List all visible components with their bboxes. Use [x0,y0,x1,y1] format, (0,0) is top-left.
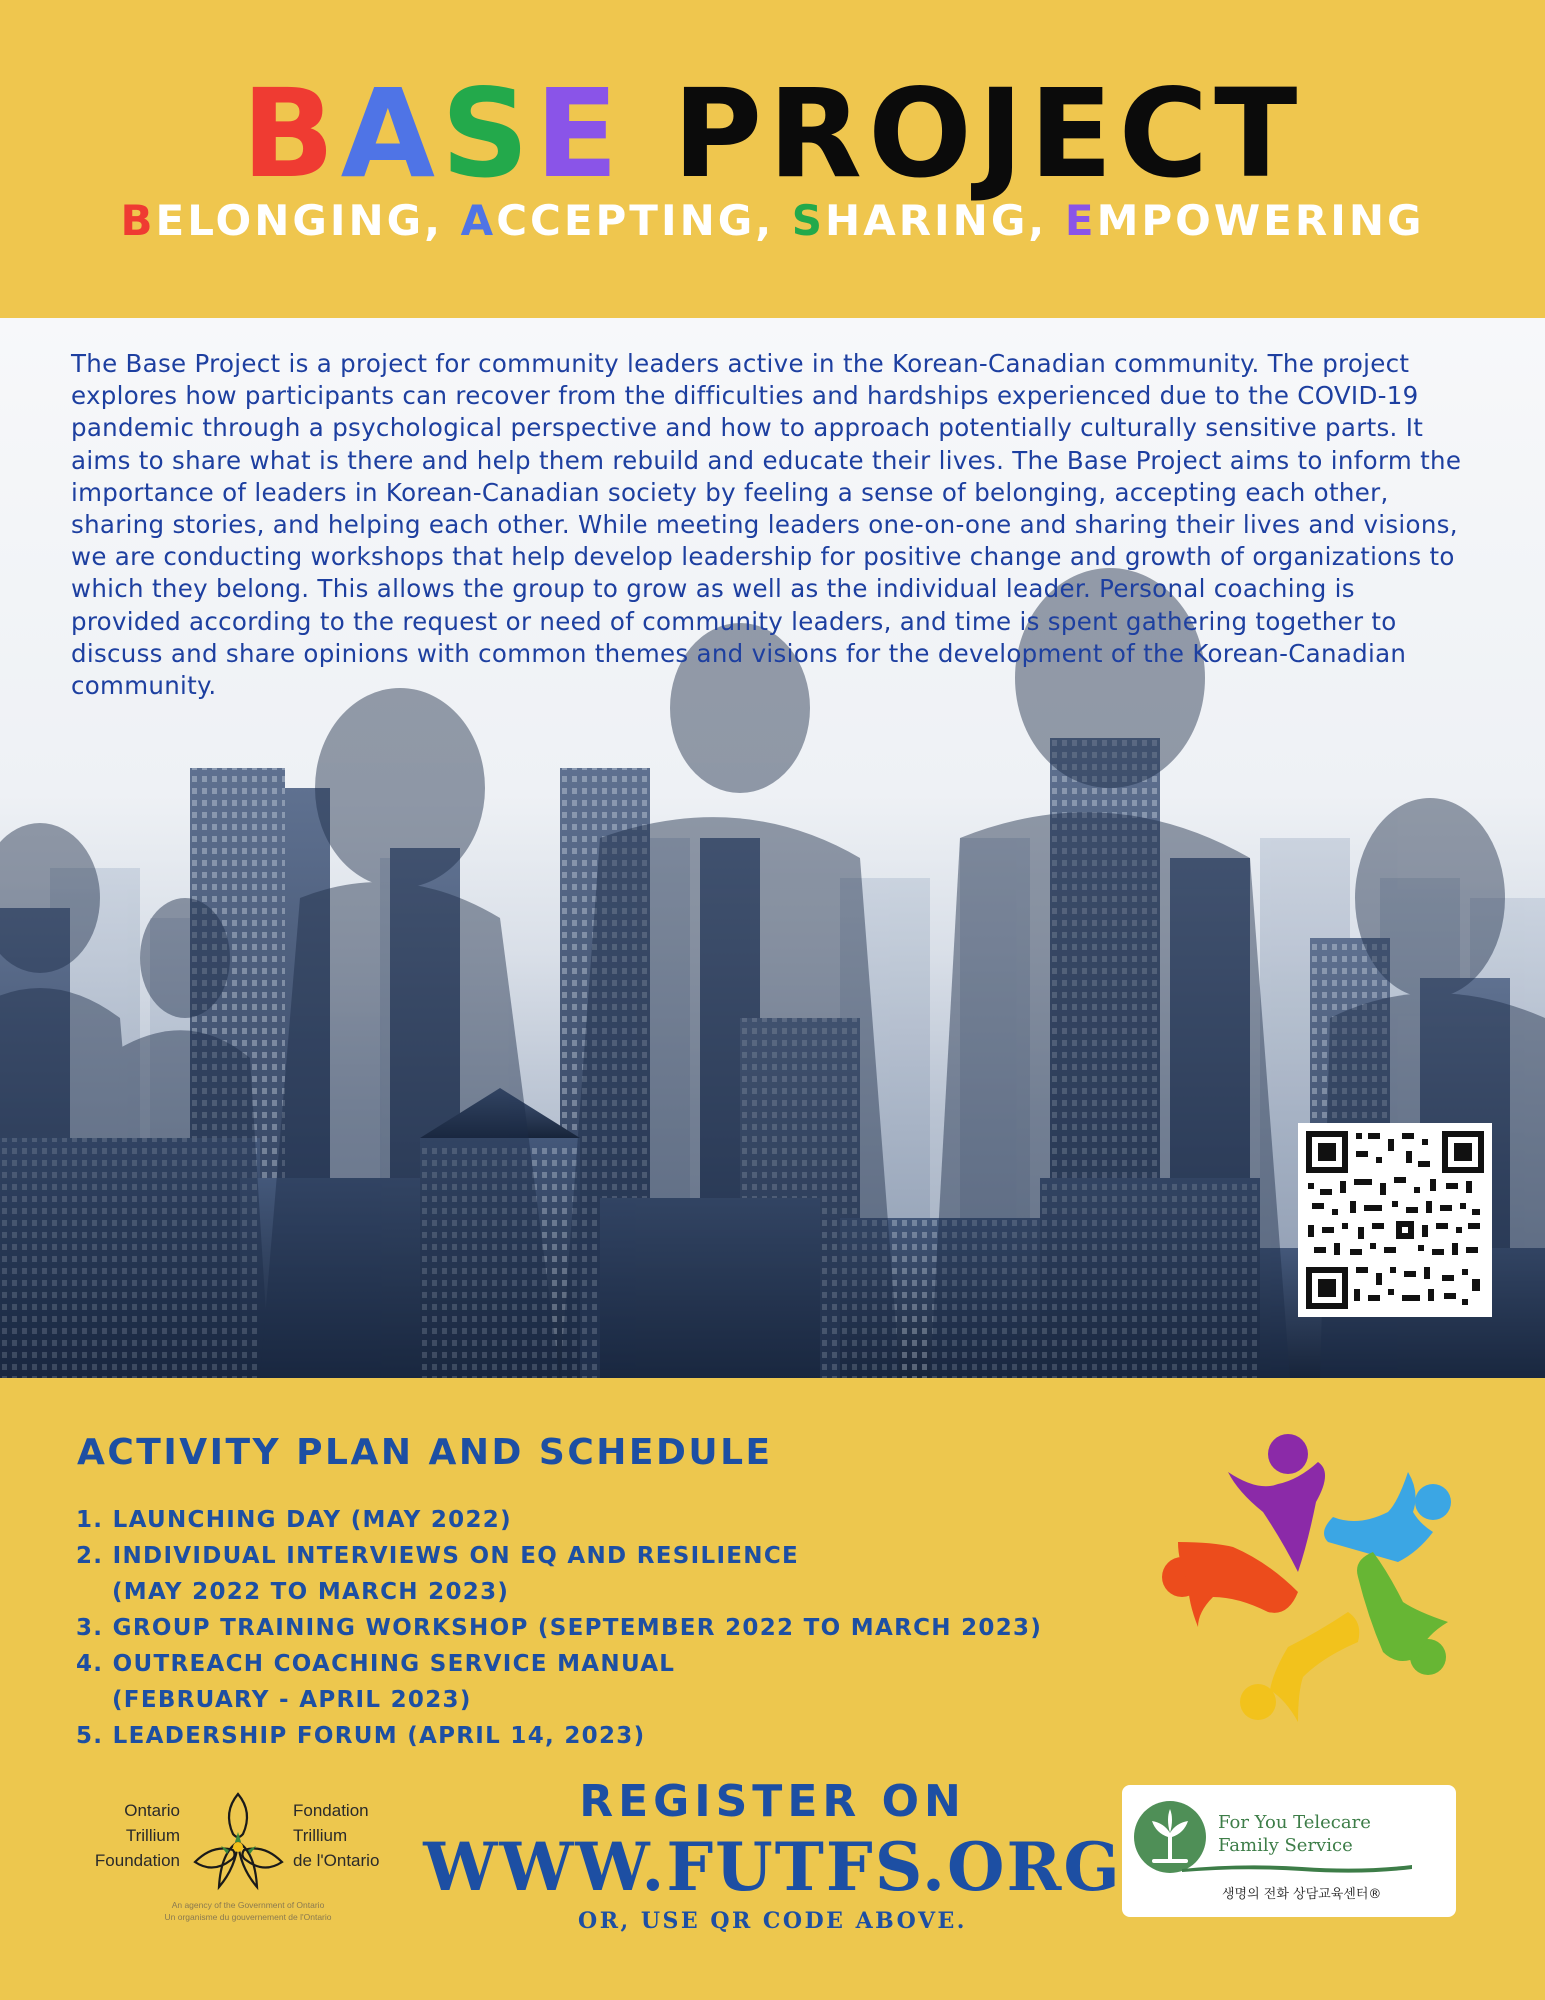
schedule-title: ACTIVITY PLAN AND SCHEDULE [77,1432,773,1473]
register-label: REGISTER ON [579,1776,966,1827]
otf-fr-line: Fondation [293,1801,369,1820]
title-letter-b: B [241,63,341,205]
subtitle-initial-b: B [120,196,156,245]
intro-paragraph: The Base Project is a project for community leaders active in the Korean-Canadian community. The project explores how participants can recover from the difficulties and hardships experienced due to the COVID-19 pandemic through a psychological perspective and how to approach potentially culturally sensitive parts. It aims to share what is there and help them rebuild and educate their lives. The Base Project aims to inform the importance of leaders in Korean-Canadian society by feeling a sense of belonging, accepting each other, sharing stories, and helping each other. While meeting leaders one-on-one and sharing their lives and visions, we are conducting workshops that help develop leadership for positive change and growth of organizations to which they belong. This allows the group to grow as well as the individual leader. Personal coaching is provided according to the request or need of community leaders, and time is spent gathering together to discuss and share opinions with common themes and visions for the development of the Korean-Canadian community. [71,349,1462,701]
schedule-item: 5. LEADERSHIP FORUM (APRIL 14, 2023) [76,1723,646,1749]
qr-code[interactable] [1298,1123,1492,1317]
schedule-item-continued: (MAY 2022 TO MARCH 2023) [112,1579,510,1605]
qr-code-pattern [1306,1131,1484,1309]
schedule-item: 2. INDIVIDUAL INTERVIEWS ON EQ AND RESILIENCE [76,1543,800,1569]
schedule-list [76,1502,1042,1754]
fyt-korean-name: 생명의 전화 상담교육센터® [1222,1887,1382,1902]
title-letter-s: S [441,63,535,205]
otf-en-line: Foundation [94,1851,180,1870]
qr-instruction: OR, USE QR CODE ABOVE. [578,1908,967,1934]
schedule-item-continued: (FEBRUARY - APRIL 2023) [112,1687,472,1713]
header-band [0,0,1545,318]
otf-agency-fr: Un organisme du gouvernement de l'Ontario [164,1912,332,1922]
subtitle-initial-a: A [460,196,497,245]
fyt-name-line1: For You Telecare [1218,1812,1371,1833]
subtitle-word-accepting: CCEPTING, [496,196,792,245]
brush-swash-icon [1182,1861,1412,1875]
otf-fr-line: de l'Ontario [293,1851,380,1870]
community-circle-emblem-icon [1158,1432,1468,1732]
schedule-item: 1. LAUNCHING DAY (MAY 2022) [76,1507,512,1533]
title-letter-e: E [534,63,625,205]
subtitle-word-empowering: MPOWERING [1096,196,1425,245]
subtitle-word-belonging: ELONGING, [155,196,461,245]
register-url-link[interactable]: WWW.FUTFS.ORG [423,1828,1122,1906]
subtitle [0,196,1545,245]
otf-fr-line: Trillium [293,1826,348,1845]
otf-en-line: Trillium [125,1826,180,1845]
title-rest: PROJECT [624,63,1304,205]
schedule-item: 3. GROUP TRAINING WORKSHOP (SEPTEMBER 2022 TO MARCH 2023) [76,1615,1043,1641]
title-letter-a: A [340,63,442,205]
otf-en-line: Ontario [124,1801,180,1820]
subtitle-initial-e: E [1064,196,1097,245]
subtitle-word-sharing: HARING, [825,196,1065,245]
for-you-telecare-logo [1122,1785,1456,1917]
schedule-item: 4. OUTREACH COACHING SERVICE MANUAL [76,1651,676,1677]
otf-agency-en: An agency of the Government of Ontario [171,1900,325,1910]
page-title [0,64,1545,204]
fyt-name-line2: Family Service [1218,1835,1353,1856]
subtitle-initial-s: S [791,196,826,245]
